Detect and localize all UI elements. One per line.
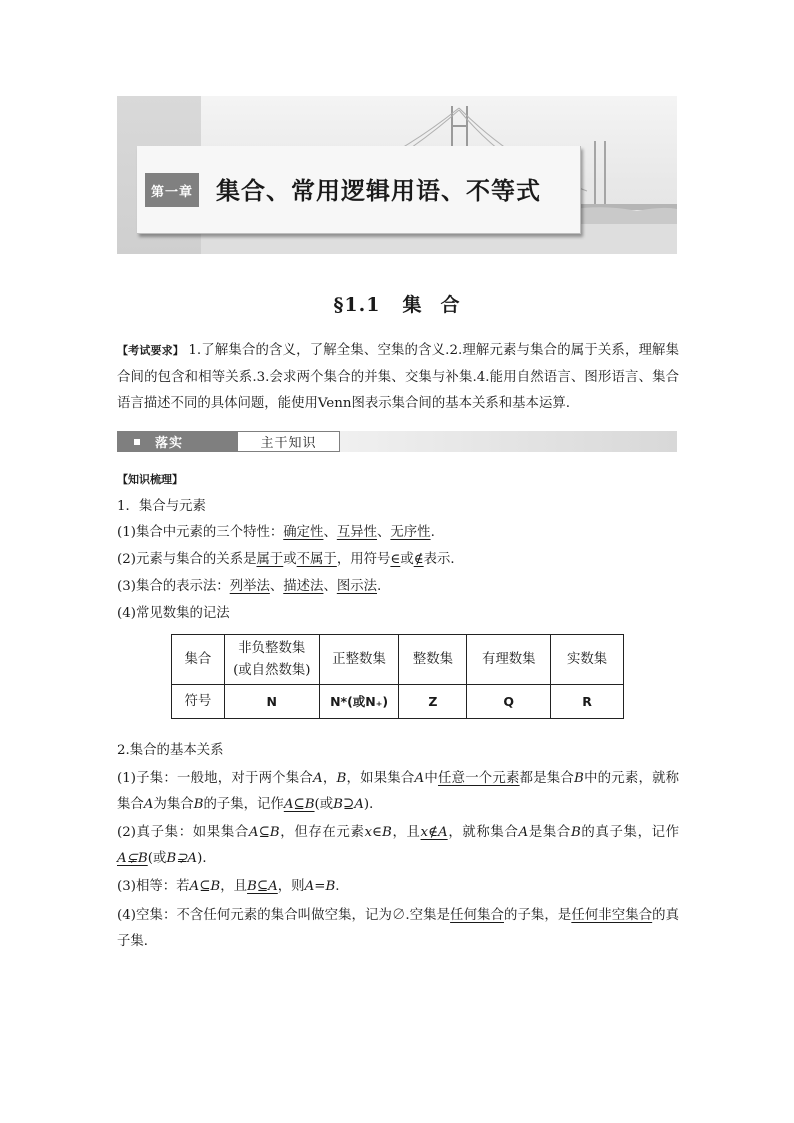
answer-enumeration: 列举法 bbox=[229, 579, 270, 594]
proper-subset-paragraph bbox=[117, 820, 679, 872]
header-line: 非负整数集 bbox=[238, 640, 306, 656]
section-title-b: 合 bbox=[440, 294, 461, 316]
text: 、 bbox=[323, 579, 337, 594]
text: (2)真子集：如果集合 bbox=[117, 825, 249, 840]
section-bar-light bbox=[237, 431, 340, 452]
text: ，且 bbox=[220, 879, 248, 894]
section-number: §1.1 bbox=[333, 294, 381, 316]
table-cell: N*(或N₊) bbox=[319, 685, 399, 719]
text: 或 bbox=[283, 552, 297, 567]
heading-basic-relations: 2.集合的基本关系 bbox=[117, 743, 224, 758]
requirements-label: 【考试要求】 bbox=[117, 344, 184, 357]
table-header-cell bbox=[224, 635, 319, 685]
var: A⊆B bbox=[248, 825, 280, 840]
answer-in-symbol: ∈ bbox=[390, 552, 401, 567]
text: 、 bbox=[269, 579, 284, 594]
table-row bbox=[172, 685, 624, 719]
table-row-label: 符号 bbox=[172, 685, 225, 719]
text: . bbox=[335, 879, 340, 894]
text: . bbox=[377, 579, 382, 594]
text: (或 bbox=[147, 851, 167, 866]
answer-x-notin-a: x∉A bbox=[420, 825, 448, 840]
number-sets-heading: (4)常见数集的记法 bbox=[117, 606, 230, 621]
text: (或 bbox=[314, 797, 334, 812]
text: )． bbox=[363, 797, 383, 812]
answer-belongs: 属于 bbox=[256, 552, 284, 567]
answer-any-nonempty-set: 任何非空集合 bbox=[571, 908, 653, 923]
table-header-cell: 集合 bbox=[172, 635, 225, 685]
text: 中 bbox=[424, 771, 438, 786]
table-cell: N bbox=[224, 685, 319, 719]
header-line: (或自然数集) bbox=[233, 662, 311, 678]
answer-unordered: 无序性 bbox=[390, 525, 431, 540]
var: A=B bbox=[304, 879, 336, 894]
chapter-title: 集合、常用逻辑用语、不等式 bbox=[216, 177, 541, 205]
answer-any-set: 任何集合 bbox=[450, 908, 504, 923]
var: A bbox=[143, 797, 154, 812]
text: (3)相等：若 bbox=[117, 879, 190, 894]
text: 的真子集，记作 bbox=[580, 825, 680, 840]
table-cell: Z bbox=[399, 685, 467, 719]
var: B⊋A bbox=[166, 851, 198, 866]
var: B bbox=[574, 771, 584, 786]
section-bar-dark bbox=[117, 431, 237, 452]
text: ，就称集合 bbox=[447, 825, 519, 840]
var: B⊇A bbox=[333, 797, 364, 812]
requirements-text: 1.了解集合的含义，了解全集、空集的含义.2.理解元素与集合的属于关系，理解集合间的包含和相等关系.3.会求两个集合的并集、交集与补集.4.能用自然语言、图形语言、集合语言描述不同的具体问题，能使用Venn图表示集合间的基本关系和基本运算. bbox=[117, 343, 679, 411]
text: 、 bbox=[323, 525, 337, 540]
element-properties-line bbox=[117, 523, 679, 543]
answer-b-subset-a: B⊆A bbox=[247, 879, 278, 894]
text: ， bbox=[322, 771, 337, 786]
text: (1)子集：一般地，对于两个集合 bbox=[117, 771, 313, 786]
answer-any-element: 任意一个元素 bbox=[438, 771, 520, 786]
exam-requirements bbox=[117, 338, 679, 418]
subset-paragraph bbox=[117, 766, 679, 818]
var: A bbox=[414, 771, 425, 786]
section-title-a: 集 bbox=[402, 294, 423, 316]
text: 都是集合 bbox=[519, 771, 575, 786]
text: ，如果集合 bbox=[346, 771, 415, 786]
answer-notin-symbol: ∉ bbox=[413, 552, 424, 567]
text: 是集合 bbox=[528, 825, 571, 840]
section-bar-light-label: 主干知识 bbox=[260, 436, 317, 451]
text: 为集合 bbox=[153, 797, 194, 812]
text: 的子集，记作 bbox=[203, 797, 284, 812]
text: (2)元素与集合的关系是 bbox=[117, 552, 257, 567]
text: ，则 bbox=[277, 879, 305, 894]
square-bullet-icon bbox=[134, 439, 140, 445]
knowledge-label-line bbox=[117, 470, 679, 490]
section-bar bbox=[117, 431, 677, 452]
text: (3)集合的表示法： bbox=[117, 579, 230, 594]
text: 或 bbox=[400, 552, 414, 567]
section-title bbox=[0, 290, 794, 317]
representation-line bbox=[117, 577, 679, 597]
var: A bbox=[312, 771, 323, 786]
text: ，但存在元素 bbox=[279, 825, 365, 840]
knowledge-label: 【知识梳理】 bbox=[117, 473, 183, 486]
text: )． bbox=[197, 851, 216, 866]
table-header-cell: 有理数集 bbox=[467, 635, 551, 685]
table-row bbox=[172, 635, 624, 685]
text: 、 bbox=[377, 525, 391, 540]
table-cell: R bbox=[551, 685, 624, 719]
text: 表示． bbox=[423, 552, 464, 567]
text: 的子集，是 bbox=[503, 908, 572, 923]
chapter-badge: 第一章 bbox=[145, 173, 199, 207]
table-cell: Q bbox=[467, 685, 551, 719]
var: B bbox=[336, 771, 347, 786]
answer-subset-notation: A⊆B bbox=[283, 797, 315, 812]
text: (4)空集：不含任何元素的集合叫做空集，记为∅.空集是 bbox=[117, 908, 451, 923]
number-sets-table bbox=[171, 634, 624, 719]
answer-distinctness: 互异性 bbox=[336, 525, 377, 540]
var: A bbox=[518, 825, 529, 840]
table-header-cell: 正整数集 bbox=[319, 635, 399, 685]
table-header-cell: 实数集 bbox=[551, 635, 624, 685]
answer-diagram: 图示法 bbox=[336, 579, 377, 594]
answer-not-belongs: 不属于 bbox=[296, 552, 337, 567]
heading-sets-elements: 1．集合与元素 bbox=[117, 499, 206, 514]
table-header-cell: 整数集 bbox=[399, 635, 467, 685]
empty-set-paragraph bbox=[117, 903, 679, 955]
text: (1)集合中元素的三个特性： bbox=[117, 525, 284, 540]
answer-determinacy: 确定性 bbox=[283, 525, 324, 540]
var: B bbox=[570, 825, 581, 840]
text: 中的元素，就称集合 bbox=[117, 771, 680, 812]
var: B bbox=[193, 797, 204, 812]
section-bar-dark-label: 落实 bbox=[155, 436, 184, 451]
text: ，用符号 bbox=[336, 552, 391, 567]
var: x∈B bbox=[364, 825, 392, 840]
answer-description: 描述法 bbox=[283, 579, 324, 594]
text: ，且 bbox=[391, 825, 421, 840]
element-relation-line bbox=[117, 550, 679, 570]
var: A⊆B bbox=[189, 879, 221, 894]
equality-paragraph bbox=[117, 874, 679, 900]
text: 的真子集． bbox=[117, 908, 680, 949]
text: . bbox=[430, 525, 435, 540]
answer-proper-subset-notation: A⊊B bbox=[117, 851, 148, 866]
